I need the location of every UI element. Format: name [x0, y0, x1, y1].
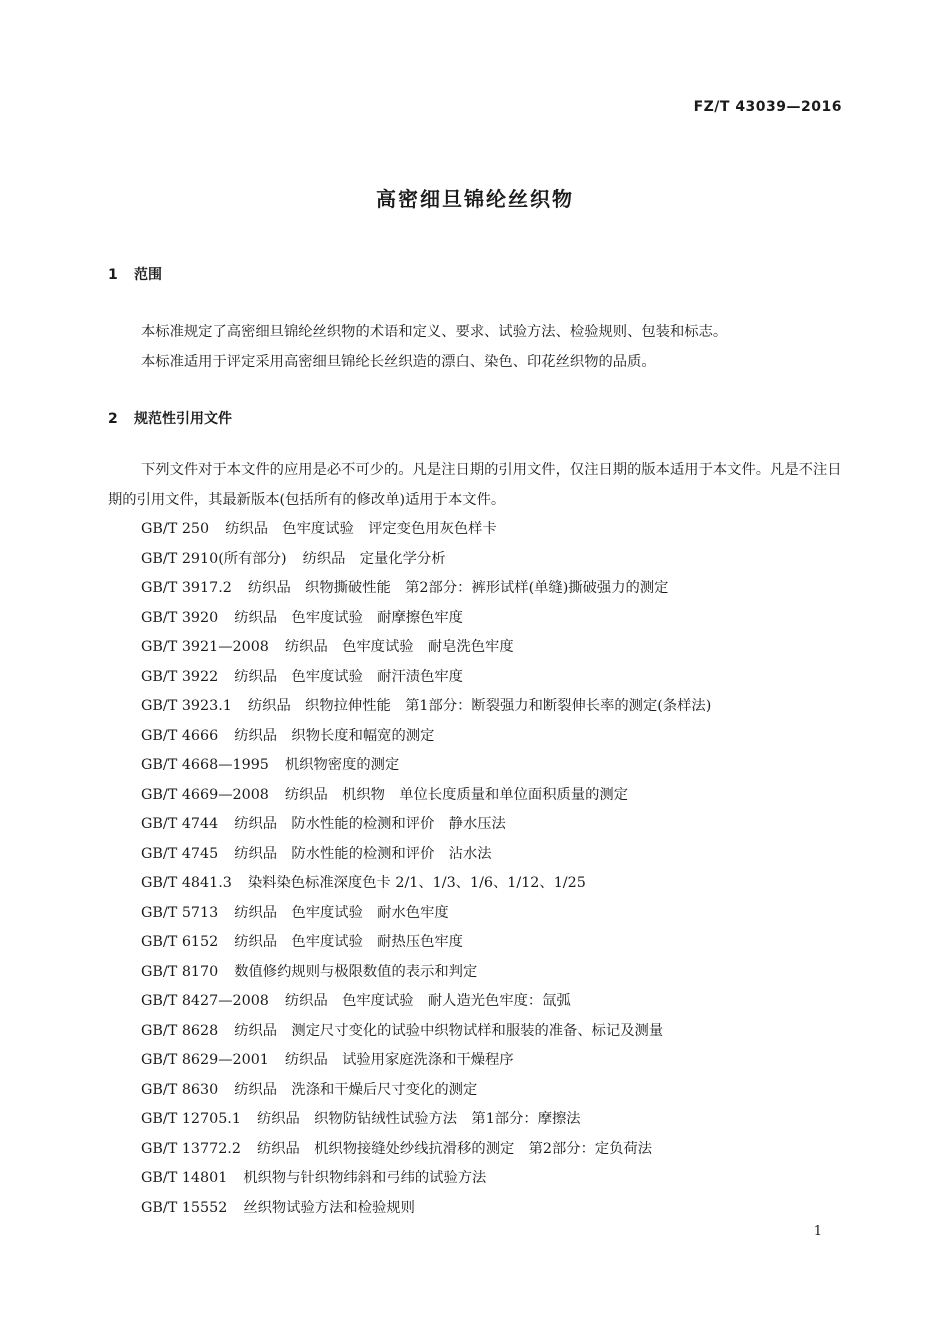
reference-code: GB/T 4745 — [141, 845, 219, 862]
reference-code: GB/T 8427—2008 — [141, 993, 269, 1009]
reference-item — [141, 1017, 711, 1047]
paragraph: 本标准规定了高密细旦锦纶丝织物的术语和定义、要求、试验方法、检验规则、包装和标志。 — [141, 324, 728, 340]
reference-code: GB/T 14801 — [141, 1170, 228, 1186]
reference-title: 纺织品 织物防钻绒性试验方法 第1部分：摩擦法 — [256, 1111, 581, 1127]
reference-item — [141, 633, 711, 663]
reference-code: GB/T 3920 — [141, 609, 219, 626]
section-1-body — [108, 318, 843, 377]
reference-title: 纺织品 织物撕破性能 第2部分：裤形试样(单缝)撕破强力的测定 — [247, 580, 669, 596]
standard-code: FZ/T 43039—2016 — [693, 99, 842, 115]
reference-item — [141, 781, 711, 811]
reference-code: GB/T 4744 — [141, 816, 219, 832]
reference-code: GB/T 4666 — [141, 727, 219, 744]
reference-item — [141, 869, 711, 899]
reference-item — [141, 1135, 711, 1165]
reference-item — [141, 1105, 711, 1135]
paragraph: 下列文件对于本文件的应用是必不可少的。凡是注日期的引用文件，仅注日期的版本适用于本文件。凡是不注日期的引用文件，其最新版本(包括所有的修改单)适用于本文件。 — [108, 462, 842, 508]
reference-code: GB/T 8170 — [141, 963, 219, 980]
reference-code: GB/T 5713 — [141, 904, 219, 921]
reference-code: GB/T 15552 — [141, 1199, 228, 1216]
paragraph: 本标准适用于评定采用高密细旦锦纶长丝织造的漂白、染色、印花丝织物的品质。 — [141, 353, 656, 370]
reference-title: 数值修约规则与极限数值的表示和判定 — [234, 963, 478, 980]
reference-code: GB/T 13772.2 — [141, 1140, 241, 1157]
reference-item — [141, 1164, 711, 1194]
reference-code: GB/T 3921—2008 — [141, 639, 269, 655]
reference-item — [141, 1194, 711, 1224]
reference-title: 机织物密度的测定 — [284, 757, 400, 773]
reference-code: GB/T 8630 — [141, 1081, 219, 1098]
reference-title: 纺织品 定量化学分析 — [302, 550, 446, 567]
reference-item — [141, 928, 711, 958]
reference-title: 丝织物试验方法和检验规则 — [243, 1199, 415, 1216]
reference-item — [141, 663, 711, 693]
reference-code: GB/T 4669—2008 — [141, 786, 269, 803]
reference-title: 染料染色标准深度色卡 2/1、1/3、1/6、1/12、1/25 — [247, 875, 586, 891]
reference-item — [141, 1076, 711, 1106]
reference-code: GB/T 4668—1995 — [141, 757, 269, 773]
reference-item — [141, 604, 711, 634]
reference-item — [141, 958, 711, 988]
reference-item — [141, 840, 711, 870]
reference-code: GB/T 12705.1 — [141, 1111, 241, 1127]
reference-code: GB/T 3917.2 — [141, 580, 232, 596]
reference-title: 纺织品 色牢度试验 耐摩擦色牢度 — [234, 609, 463, 626]
section-title: 范围 — [134, 267, 162, 283]
reference-item — [141, 1046, 711, 1076]
document-title: 高密细旦锦纶丝织物 — [376, 187, 574, 211]
reference-item — [141, 899, 711, 929]
section-title: 规范性引用文件 — [134, 411, 232, 427]
reference-item — [141, 987, 711, 1017]
reference-code: GB/T 8629—2001 — [141, 1052, 269, 1068]
reference-title: 纺织品 测定尺寸变化的试验中织物试样和服装的准备、标记及测量 — [234, 1022, 664, 1039]
reference-title: 纺织品 机织物 单位长度质量和单位面积质量的测定 — [284, 786, 629, 803]
reference-title: 机织物与针织物纬斜和弓纬的试验方法 — [243, 1170, 487, 1186]
reference-code: GB/T 4841.3 — [141, 875, 232, 891]
reference-title: 纺织品 色牢度试验 耐汗渍色牢度 — [234, 668, 463, 685]
reference-title: 纺织品 色牢度试验 耐水色牢度 — [234, 904, 449, 921]
section-2-intro — [108, 456, 843, 515]
reference-title: 纺织品 织物拉伸性能 第1部分：断裂强力和断裂伸长率的测定(条样法) — [247, 698, 712, 714]
reference-code: GB/T 3923.1 — [141, 698, 232, 714]
reference-code: GB/T 6152 — [141, 934, 219, 950]
reference-item — [141, 810, 711, 840]
reference-title: 纺织品 洗涤和干燥后尺寸变化的测定 — [234, 1081, 478, 1098]
page-number: 1 — [813, 1224, 822, 1239]
reference-code: GB/T 2910(所有部分) — [141, 550, 287, 567]
reference-title: 纺织品 织物长度和幅宽的测定 — [234, 727, 435, 744]
reference-title: 纺织品 色牢度试验 耐热压色牢度 — [234, 934, 463, 950]
reference-list — [141, 515, 711, 1223]
reference-title: 纺织品 试验用家庭洗涤和干燥程序 — [284, 1052, 514, 1068]
reference-code: GB/T 250 — [141, 521, 210, 537]
reference-code: GB/T 8628 — [141, 1022, 219, 1039]
section-1-heading — [108, 264, 162, 284]
reference-title: 纺织品 机织物接缝处纱线抗滑移的测定 第2部分：定负荷法 — [256, 1140, 653, 1157]
reference-title: 纺织品 色牢度试验 评定变色用灰色样卡 — [225, 521, 497, 537]
reference-item — [141, 692, 711, 722]
section-number: 1 — [108, 267, 118, 283]
reference-title: 纺织品 防水性能的检测和评价 沾水法 — [234, 845, 492, 862]
reference-item — [141, 751, 711, 781]
reference-code: GB/T 3922 — [141, 668, 219, 685]
section-number: 2 — [108, 411, 118, 427]
reference-item — [141, 545, 711, 575]
reference-item — [141, 574, 711, 604]
reference-title: 纺织品 色牢度试验 耐皂洗色牢度 — [284, 639, 514, 655]
reference-title: 纺织品 防水性能的检测和评价 静水压法 — [234, 816, 506, 832]
reference-item — [141, 722, 711, 752]
section-2-heading — [108, 408, 232, 428]
reference-title: 纺织品 色牢度试验 耐人造光色牢度：氙弧 — [284, 993, 571, 1009]
reference-item — [141, 515, 711, 545]
